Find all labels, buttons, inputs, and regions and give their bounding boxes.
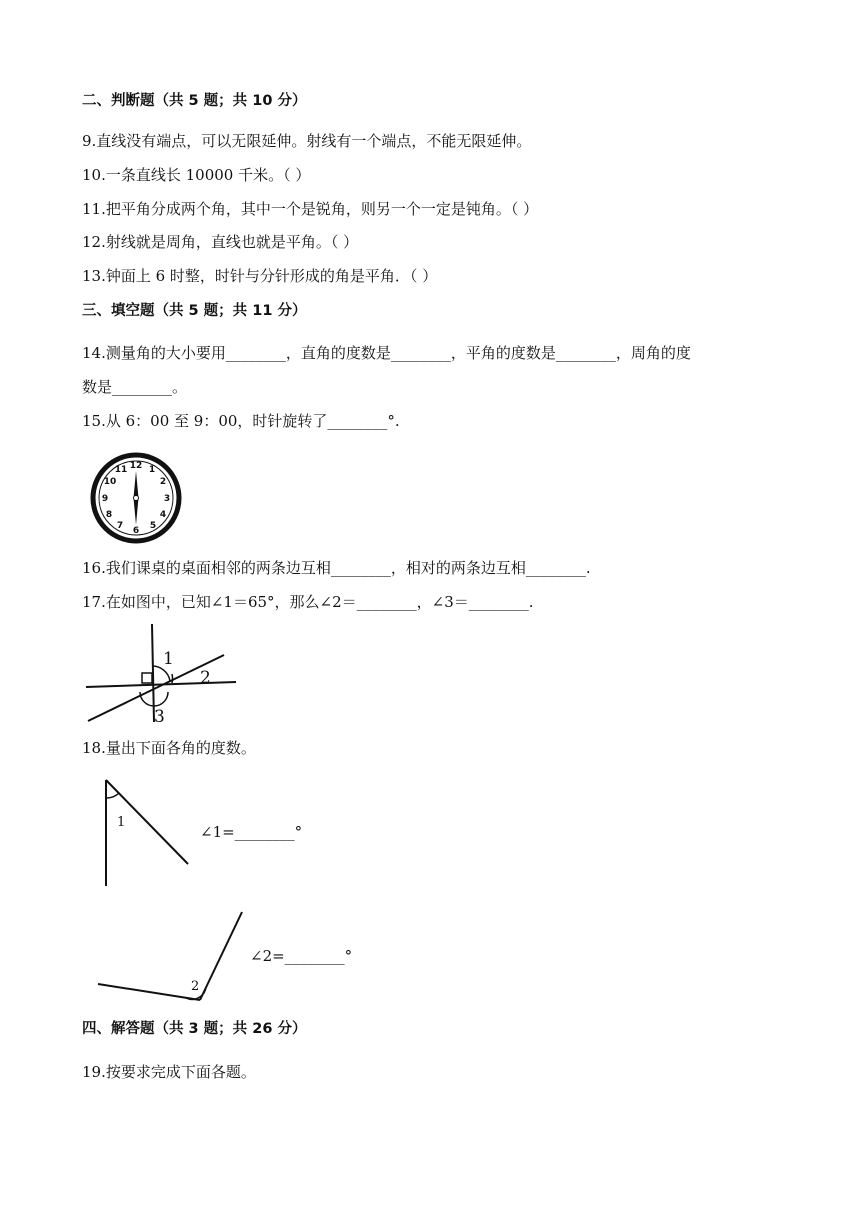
clock-number-4: 4	[159, 510, 167, 520]
clock-number-10: 10	[103, 477, 117, 487]
question-18: 18.量出下面各角的度数。	[82, 739, 256, 757]
question-11: 11.把平角分成两个角，其中一个是锐角，则另一个一定是钝角。（ ）	[82, 200, 539, 218]
clock-figure	[89, 451, 183, 545]
question-17: 17.在如图中，已知∠1＝65°，那么∠2＝________，∠3＝________.	[82, 593, 534, 611]
question-13: 13.钟面上 6 时整，时针与分针形成的角是平角．（ ）	[82, 267, 438, 285]
clock-number-3: 3	[163, 494, 171, 504]
angle-1-answer: ∠1=________°	[200, 823, 303, 841]
angle-1-label: 1	[117, 815, 126, 830]
question-9: 9.直线没有端点，可以无限延伸。射线有一个端点，不能无限延伸。	[82, 132, 532, 150]
clock-number-5: 5	[149, 521, 157, 531]
question-16: 16.我们课桌的桌面相邻的两条边互相________，相对的两条边互相________.	[82, 559, 591, 577]
clock-number-9: 9	[101, 494, 109, 504]
angle-figure-17	[84, 622, 240, 726]
angle-label-3: 3	[154, 707, 165, 726]
clock-number-6: 6	[132, 526, 140, 536]
clock-number-12: 12	[129, 461, 143, 471]
question-14-line-1: 14.测量角的大小要用________，直角的度数是________，平角的度数是________，周角的度	[82, 344, 691, 362]
clock-number-1: 1	[148, 465, 156, 475]
question-19: 19.按要求完成下面各题。	[82, 1063, 256, 1081]
angle-label-2: 2	[200, 668, 211, 688]
section-heading-solve: 四、解答题（共 3 题；共 26 分）	[82, 1021, 307, 1037]
question-14-line-2: 数是________。	[82, 378, 188, 396]
question-12: 12.射线就是周角，直线也就是平角。（ ）	[82, 233, 359, 251]
clock-number-8: 8	[105, 510, 113, 520]
angle-figure-2	[90, 906, 246, 1006]
angle-label-1: 1	[163, 649, 174, 669]
angle-2-answer: ∠2=________°	[250, 947, 353, 965]
clock-number-2: 2	[159, 477, 167, 487]
section-heading-judgment: 二、判断题（共 5 题；共 10 分）	[82, 93, 307, 109]
question-10: 10.一条直线长 10000 千米。（ ）	[82, 166, 311, 184]
clock-number-7: 7	[116, 521, 124, 531]
question-15: 15.从 6：00 至 9：00，时针旋转了________°.	[82, 412, 400, 430]
angle-figure-1	[96, 776, 196, 890]
section-heading-fill-in: 三、填空题（共 5 题；共 11 分）	[82, 303, 307, 319]
clock-number-11: 11	[114, 465, 128, 475]
angle-2-label: 2	[191, 979, 200, 994]
